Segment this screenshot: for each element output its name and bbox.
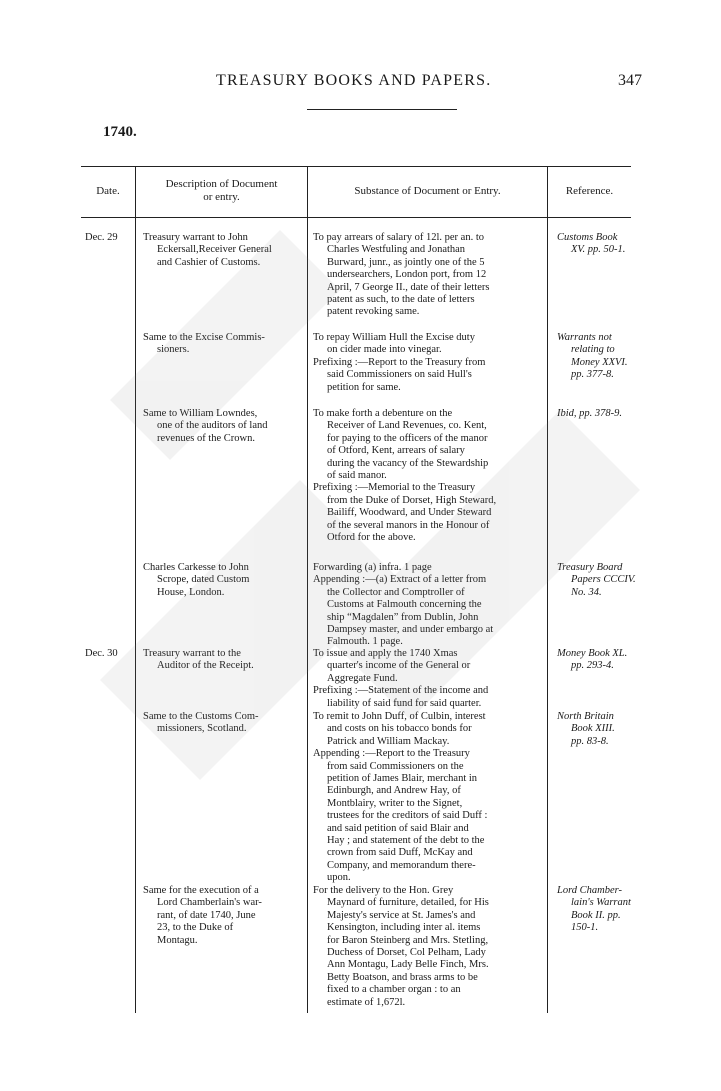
row-substance-line: Betty Boatson, and brass arms to be [327, 971, 478, 983]
row-reference [557, 408, 643, 420]
row-substance-line: Patrick and William Mackay. [327, 735, 450, 747]
row-substance [313, 332, 549, 394]
column-header-description-line: Description of Document [165, 178, 278, 190]
row-substance-line: Customs at Falmouth concerning the [327, 599, 482, 611]
row-substance-line: from the Duke of Dorset, High Steward, [327, 494, 497, 506]
row-substance-line: To issue and apply the 1740 Xmas [313, 648, 458, 659]
page-number: 347 [618, 72, 642, 89]
row-substance-line: Prefixing :—Memorial to the Treasury [313, 482, 476, 494]
row-substance-line: Prefixing :—Report to the Treasury from [313, 356, 486, 368]
row-substance-line: Otford for the above. [327, 532, 416, 544]
row-substance-line: estimate of 1,672l. [327, 996, 406, 1008]
row-description-line: sioners. [157, 344, 190, 356]
row-description-line: rant, of date 1740, June [157, 909, 256, 921]
row-reference-line: Lord Chamber- [557, 885, 623, 896]
row-reference-line: pp. 293-4. [571, 660, 614, 672]
row-reference [557, 562, 643, 599]
row-substance-line: Falmouth. 1 page. [327, 636, 403, 648]
row-description [143, 408, 301, 445]
row-substance-line: patent as such, to the date of letters [327, 294, 475, 306]
column-header-date: Date. [96, 185, 120, 197]
row-substance-line: for paying to the officers of the manor [327, 432, 488, 444]
row-description-line: Same to the Customs Com- [143, 711, 259, 722]
row-description-line: Charles Carkesse to John [143, 562, 249, 573]
row-description-line: Same to William Lowndes, [143, 408, 258, 419]
row-reference-line: Papers CCCIV. [571, 574, 636, 586]
row-substance [313, 711, 549, 885]
running-title: TREASURY BOOKS AND PAPERS. [216, 72, 492, 89]
row-substance-line: the Collector and Comptroller of [327, 586, 465, 598]
row-substance-line: To repay William Hull the Excise duty [313, 332, 475, 343]
row-description-line: Auditor of the Receipt. [157, 660, 254, 672]
row-substance [313, 232, 549, 319]
row-substance-line: Montblairy, writer to the Signet, [327, 797, 463, 809]
row-reference-line: No. 34. [571, 586, 602, 598]
row-substance-line: petition for same. [327, 381, 401, 393]
row-reference [557, 332, 643, 382]
row-description-line: Same for the execution of a [143, 885, 259, 896]
row-reference [557, 232, 643, 257]
row-substance-line: crown from said Duff, McKay and [327, 847, 473, 859]
row-description-line: missioners, Scotland. [157, 723, 247, 735]
row-description-line: 23, to the Duke of [157, 922, 234, 934]
row-substance-line: from said Commissioners on the [327, 760, 464, 772]
row-description [143, 885, 301, 947]
row-reference-line: Treasury Board [557, 562, 623, 573]
row-substance-line: Dampsey master, and under embargo at [327, 624, 494, 636]
row-reference-line: 150-1. [571, 922, 599, 934]
row-description-line: one of the auditors of land [157, 420, 268, 432]
row-description-line: Montagu. [157, 934, 198, 946]
column-divider [307, 166, 308, 1013]
row-description-line: Treasury warrant to the [143, 648, 241, 659]
row-reference-line: pp. 377-8. [571, 369, 614, 381]
row-substance-line: Edinburgh, and Andrew Hay, of [327, 785, 461, 797]
row-substance-line: and said petition of said Blair and [327, 822, 469, 834]
row-reference-line: relating to [571, 344, 615, 356]
row-description-line: Lord Chamberlain's war- [157, 897, 262, 909]
column-header-substance: Substance of Document or Entry. [354, 185, 501, 197]
row-substance-line: Prefixing :—Statement of the income and [313, 685, 489, 697]
row-substance-line: trustees for the creditors of said Duff : [327, 810, 488, 822]
column-header-description [136, 178, 307, 204]
row-description [143, 711, 301, 736]
row-substance-line: Burward, junr., as jointly one of the 5 [327, 256, 485, 268]
row-substance [313, 648, 549, 710]
row-substance-line: Maynard of furniture, detailed, for His [327, 897, 489, 909]
row-substance-line: said Commissioners on said Hull's [327, 369, 472, 381]
row-substance-line: Company, and memorandum there- [327, 859, 476, 871]
row-substance-line: quarter's income of the General or [327, 660, 471, 672]
row-description-line: Eckersall,Receiver General [157, 244, 272, 256]
table-header-rule [81, 217, 631, 218]
row-description-line: Same to the Excise Commis- [143, 332, 265, 343]
row-substance-line: ship “Magdalen” from Dublin, John [327, 611, 479, 623]
row-substance-line: of Otford, Kent, arrears of salary [327, 445, 465, 457]
row-substance-line: patent revoking same. [327, 306, 420, 318]
row-reference-line: North Britain [557, 711, 614, 722]
row-substance [313, 885, 549, 1009]
row-reference [557, 711, 643, 748]
row-substance-line: fixed to a chamber organ : to an [327, 984, 461, 996]
row-reference-line: Ibid, pp. 378-9. [557, 408, 623, 419]
row-reference-line: Money Book XL. [557, 648, 628, 659]
column-header-description-line: or entry. [203, 191, 240, 203]
row-substance-line: Kensington, including inter al. items [327, 922, 481, 934]
row-substance-line: undersearchers, London port, from 12 [327, 269, 487, 281]
row-reference-line: Book XIII. [571, 723, 615, 735]
row-substance-line: For the delivery to the Hon. Grey [313, 885, 454, 896]
row-substance-line: for Baron Steinberg and Mrs. Stetling, [327, 934, 489, 946]
row-substance [313, 562, 549, 649]
row-substance [313, 408, 549, 544]
row-substance-line: petition of James Blair, merchant in [327, 773, 478, 785]
row-description-line: and Cashier of Customs. [157, 256, 261, 268]
column-divider [135, 166, 136, 1013]
row-description-line: House, London. [157, 586, 225, 598]
row-substance-line: of the several manors in the Honour of [327, 519, 490, 531]
row-reference [557, 648, 643, 673]
row-substance-line: Ann Montagu, Lady Belle Finch, Mrs. [327, 959, 489, 971]
row-description [143, 232, 301, 269]
row-description-line: revenues of the Crown. [157, 432, 255, 444]
row-reference [557, 885, 643, 935]
row-substance-line: Majesty's service at St. James's and [327, 909, 476, 921]
row-substance-line: April, 7 George II., date of their letters [327, 281, 490, 293]
row-substance-line: Bailiff, Woodward, and Under Steward [327, 507, 492, 519]
row-reference-line: Book II. pp. [571, 909, 621, 921]
row-substance-line: Hay ; and statement of the debt to the [327, 835, 485, 847]
calendar-table [81, 166, 636, 1013]
row-substance-line: To pay arrears of salary of 12l. per an. to [313, 232, 484, 243]
row-description [143, 648, 301, 673]
row-substance-line: and costs on his tobacco bonds for [327, 723, 472, 735]
row-substance-line: Appending :—(a) Extract of a letter from [313, 574, 487, 586]
row-reference-line: Warrants not [557, 332, 612, 343]
row-date: Dec. 29 [85, 232, 118, 243]
row-substance-line: To remit to John Duff, of Culbin, interest [313, 711, 486, 722]
table-top-rule [81, 166, 631, 167]
row-substance-line: Aggregate Fund. [327, 672, 398, 684]
row-substance-line: Receiver of Land Revenues, co. Kent, [327, 420, 487, 432]
row-reference-line: XV. pp. 50-1. [571, 244, 626, 256]
row-substance-line: of said manor. [327, 470, 387, 482]
row-substance-line: Duchess of Dorset, Col Pelham, Lady [327, 947, 486, 959]
row-description-line: Treasury warrant to John [143, 232, 248, 243]
row-substance-line: Forwarding (a) infra. 1 page [313, 562, 432, 573]
row-description-line: Scrope, dated Custom [157, 574, 250, 586]
header-rule [307, 109, 457, 110]
row-substance-line: liability of said fund for said quarter. [327, 697, 482, 709]
row-substance-line: Appending :—Report to the Treasury [313, 748, 470, 760]
row-substance-line: upon. [327, 872, 351, 884]
row-substance-line: Charles Westfuling and Jonathan [327, 244, 466, 256]
row-substance-line: during the vacancy of the Stewardship [327, 457, 489, 469]
year-heading: 1740. [103, 124, 137, 140]
row-substance-line: To make forth a debenture on the [313, 408, 453, 419]
row-reference-line: Customs Book [557, 232, 618, 243]
row-description [143, 332, 301, 357]
row-reference-line: Money XXVI. [571, 356, 628, 368]
row-reference-line: lain's Warrant [571, 897, 631, 909]
row-date: Dec. 30 [85, 648, 118, 659]
row-substance-line: on cider made into vinegar. [327, 344, 442, 356]
row-description [143, 562, 301, 599]
column-header-reference: Reference. [565, 185, 614, 197]
row-reference-line: pp. 83-8. [571, 735, 609, 747]
